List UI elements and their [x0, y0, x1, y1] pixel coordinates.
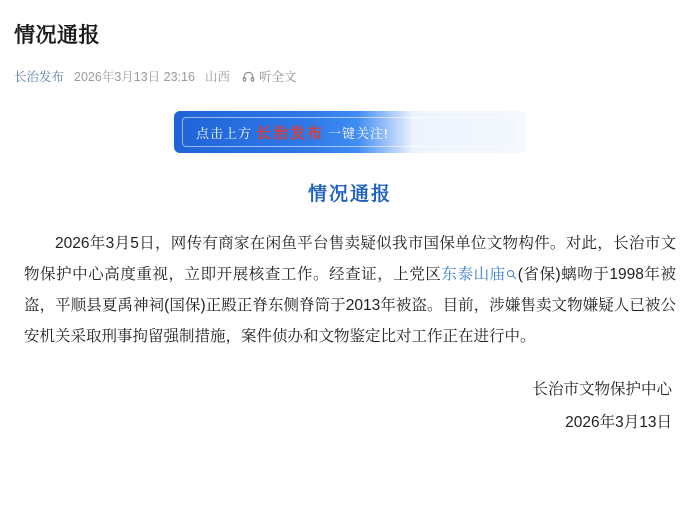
meta-region: 山西: [204, 70, 230, 85]
follow-banner-wrap: [14, 111, 686, 153]
article-page: [0, 22, 700, 525]
follow-banner[interactable]: [174, 111, 526, 153]
search-icon[interactable]: [506, 269, 517, 280]
article-meta: [14, 67, 686, 85]
listen-full-text-button[interactable]: [242, 67, 297, 85]
signature-date: 2026年3月13日: [565, 414, 672, 432]
document-heading: 情况通报: [307, 184, 392, 206]
banner-brand: 长治发布: [256, 124, 325, 142]
body-part-1: 2026年3月5日，网传有商家在闲鱼平台售卖疑似我市国保单位文物构件。对此，长治市文物保护中心高度重视，立即开展核查工作。经查证，上党区: [24, 235, 676, 284]
page-title: 情况通报: [14, 24, 100, 47]
listen-label: 听全文: [258, 70, 297, 85]
entity-link-dongtaishanmiao[interactable]: 东泰山庙: [441, 266, 506, 284]
banner-text: [174, 122, 389, 143]
meta-source[interactable]: 长治发布: [14, 70, 65, 85]
article-body: [14, 228, 686, 352]
banner-suffix: 一键关注!: [328, 125, 389, 141]
signature: 长治市文物保护中心: [532, 381, 672, 399]
body-part-2: (省保)螭吻于1998年被盗，平顺县夏禹神祠(国保)正殿正脊东侧脊筒于2013年被盗。目前，涉嫌售卖文物嫌疑人已被公安机关采取刑事拘留强制措施，案件侦办和文物鉴定比对工作正在进行中。: [24, 266, 676, 346]
meta-datetime: 2026年3月13日 23:16: [74, 70, 195, 85]
banner-prefix: 点击上方: [196, 125, 253, 141]
headphone-icon: [242, 70, 255, 83]
